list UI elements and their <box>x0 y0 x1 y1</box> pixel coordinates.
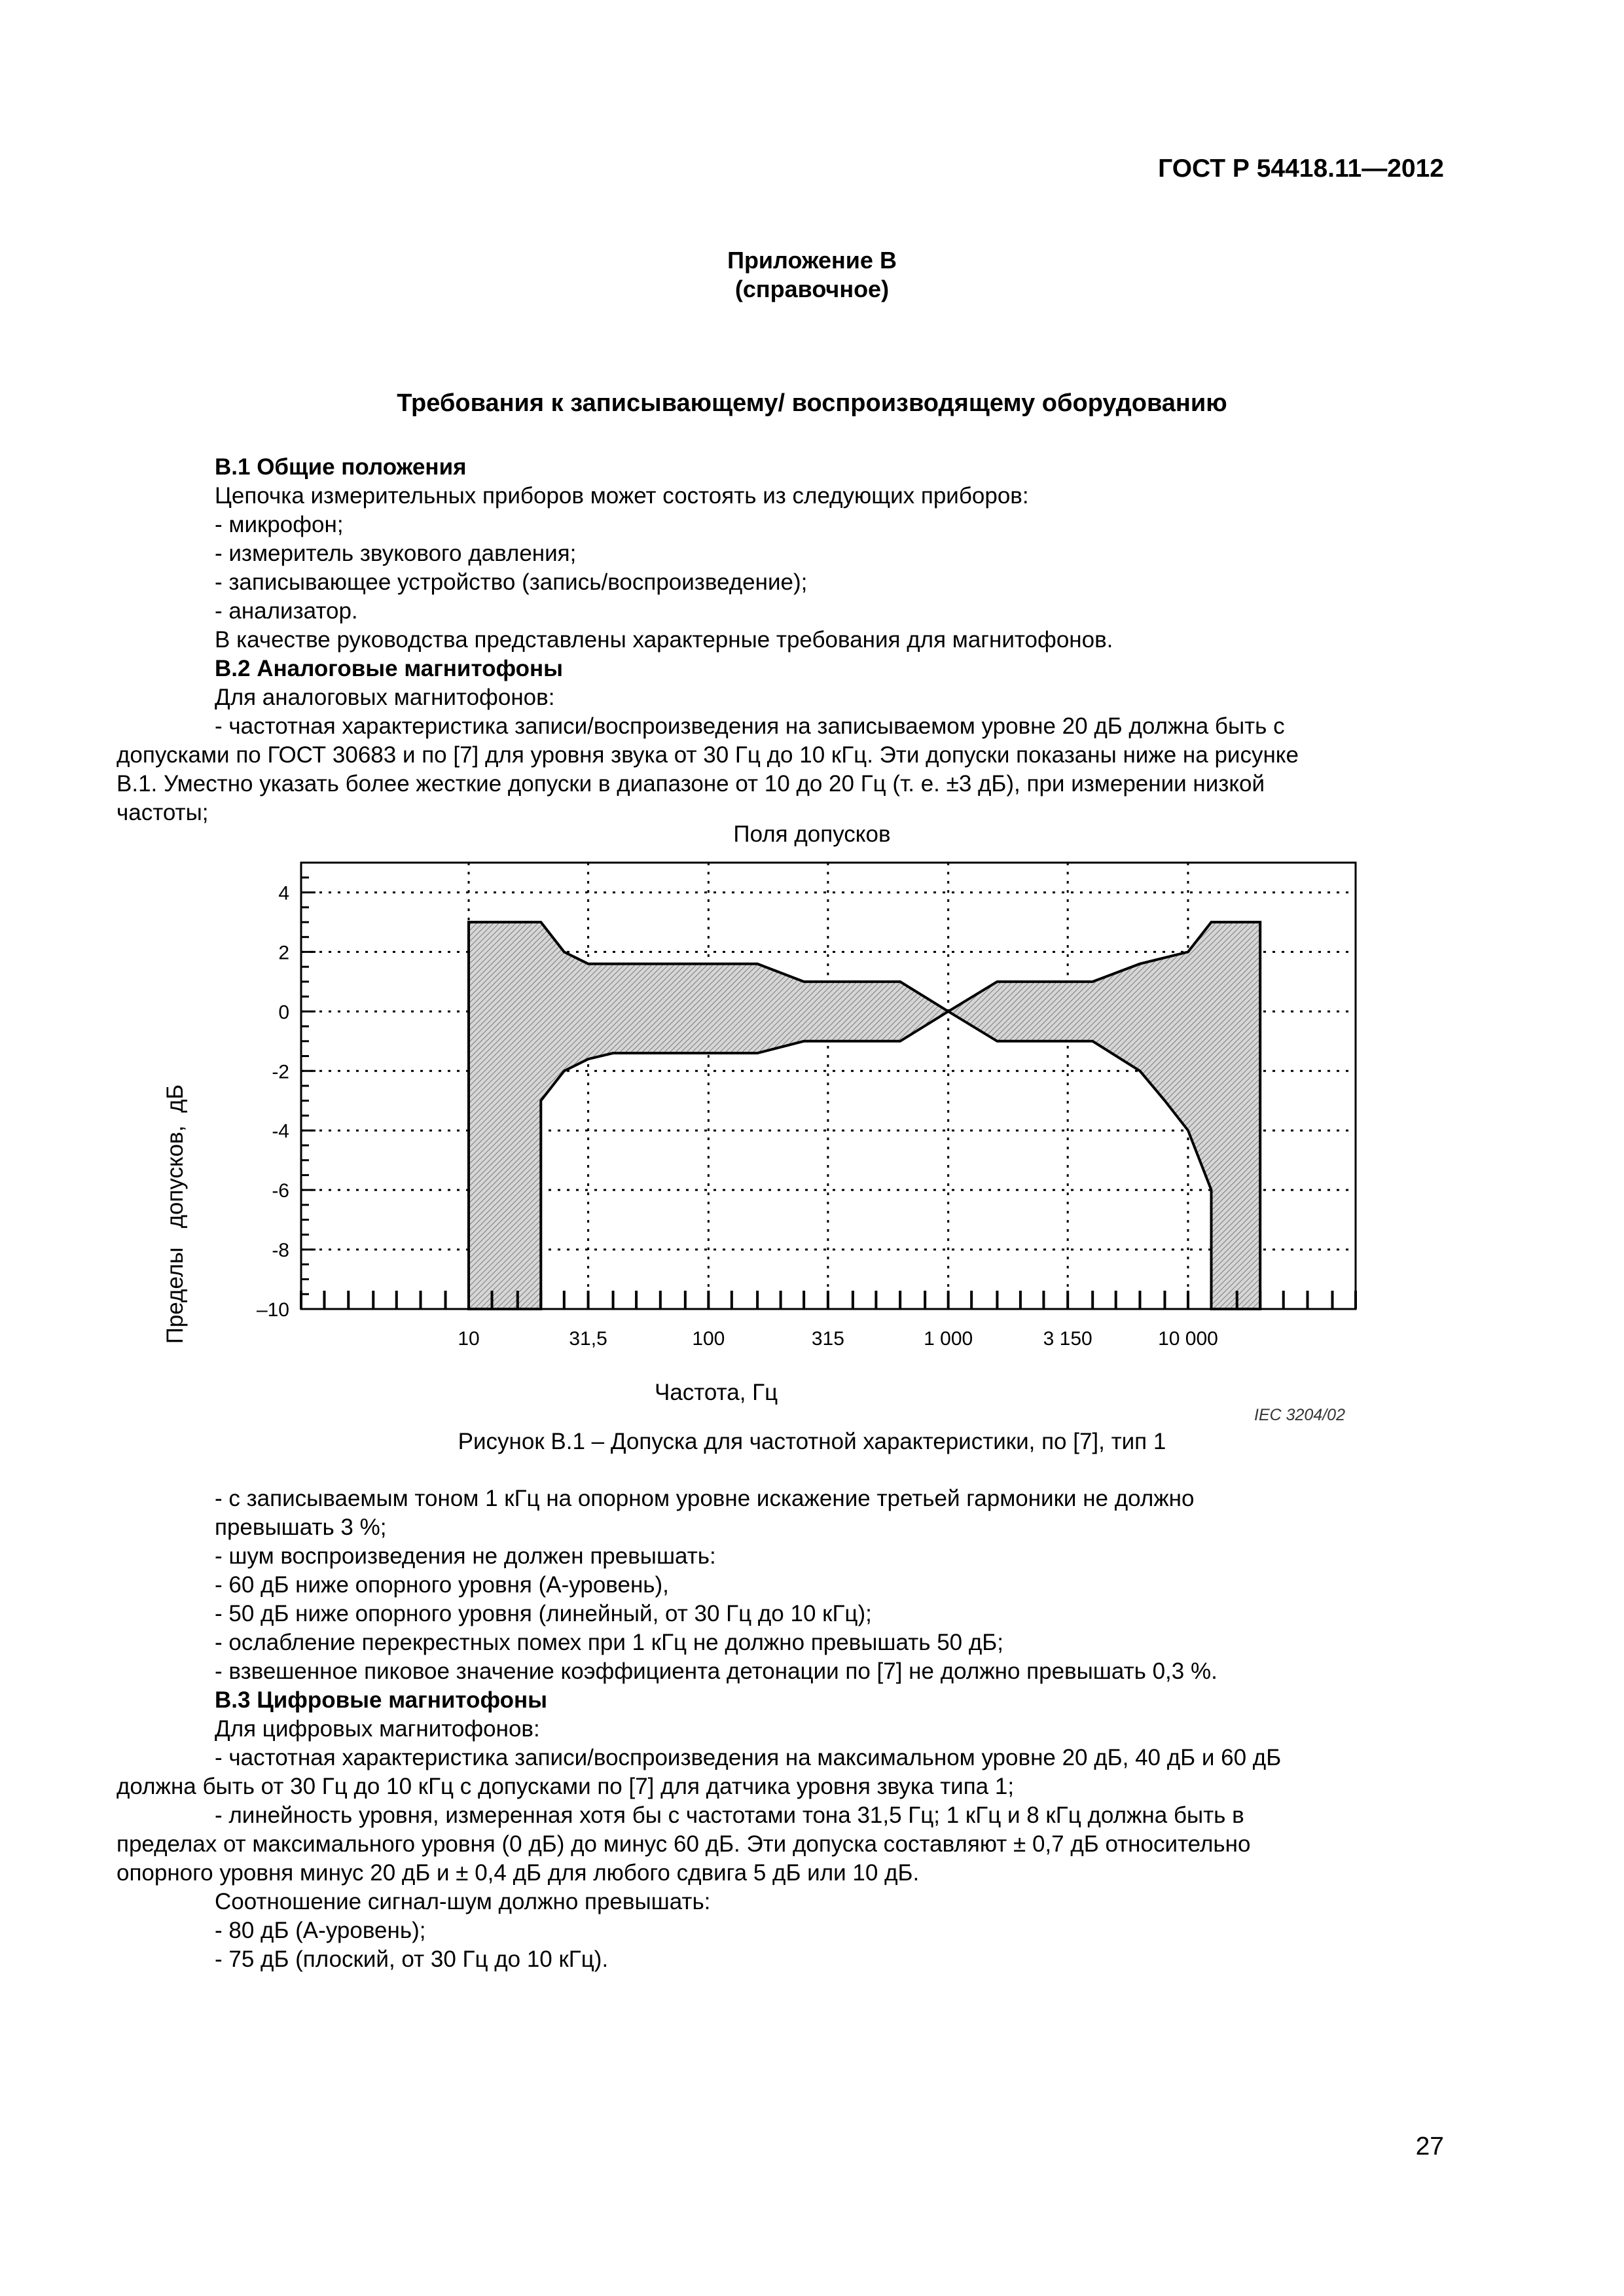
figure-caption: Рисунок В.1 – Допуска для частотной характеристики, по [7], тип 1 <box>458 1429 1166 1454</box>
annex-title: Приложение В <box>727 247 897 274</box>
section-heading-3: В.3 Цифровые магнитофоны <box>215 1687 548 1713</box>
y-tick-label: –10 <box>256 1299 289 1321</box>
list-item: - записывающее устройство (запись/воспроизведение); <box>215 569 808 595</box>
paragraph-line: частоты; <box>117 800 209 825</box>
paragraph-line: - взвешенное пиковое значение коэффициента детонации по [7] не должно превышать 0,3 %. <box>215 1659 1218 1684</box>
iec-watermark: IEC 3204/02 <box>1254 1406 1345 1424</box>
page-header-standard: ГОСТ Р 54418.11—2012 <box>1158 154 1444 183</box>
paragraph-line: опорного уровня минус 20 дБ и ± 0,4 дБ для любого сдвига 5 дБ или 10 дБ. <box>117 1860 920 1886</box>
document-title: Требования к записывающему/ воспроизводящему оборудованию <box>397 389 1227 417</box>
x-tick-label: 10 000 <box>1158 1328 1218 1350</box>
chart-title: Поля допусков <box>733 821 891 847</box>
paragraph-line: - частотная характеристика записи/воспроизведения на записываемом уровне 20 дБ должна быть с <box>215 713 1285 739</box>
y-axis-label: Пределы допусков, дБ <box>162 1084 188 1344</box>
paragraph-line: В.1. Уместно указать более жесткие допуски в диапазоне от 10 до 20 Гц (т. е. ±3 дБ), при измерении низкой <box>117 771 1265 797</box>
x-tick-label: 10 <box>458 1328 480 1350</box>
list-item: - микрофон; <box>215 512 344 537</box>
paragraph-line: пределах от максимального уровня (0 дБ) до минус 60 дБ. Эти допуска составляют ± 0,7 дБ относительно <box>117 1831 1251 1857</box>
paragraph-line: допусками по ГОСТ 30683 и по [7] для уровня звука от 30 Гц до 10 кГц. Эти допуски показаны ниже на рисунке <box>117 742 1299 768</box>
list-item: - 80 дБ (А-уровень); <box>215 1918 426 1943</box>
x-axis-label: Частота, Гц <box>655 1380 778 1405</box>
x-tick-label: 1 000 <box>924 1328 973 1350</box>
y-tick-label: -2 <box>272 1061 289 1083</box>
y-tick-label: 0 <box>278 1001 289 1024</box>
y-tick-label: -8 <box>272 1240 289 1262</box>
section-heading-2: В.2 Аналоговые магнитофоны <box>215 656 564 681</box>
y-tick-label: -4 <box>272 1121 289 1143</box>
paragraph-line: должна быть от 30 Гц до 10 кГц с допусками по [7] для датчика уровня звука типа 1; <box>117 1774 1015 1799</box>
section3-intro: Для цифровых магнитофонов: <box>215 1716 540 1742</box>
list-item: - анализатор. <box>215 598 358 624</box>
paragraph-line: - с записываемым тоном 1 кГц на опорном уровне искажение третьей гармоники не должно <box>215 1486 1195 1511</box>
paragraph-line: - линейность уровня, измеренная хотя бы с частотами тона 31,5 Гц; 1 кГц и 8 кГц должна быть в <box>215 1803 1244 1828</box>
paragraph-line: - 60 дБ ниже опорного уровня (А-уровень), <box>215 1572 669 1598</box>
section-heading-1: В.1 Общие положения <box>215 454 467 480</box>
page-number: 27 <box>1415 2132 1444 2161</box>
text-block-bottom <box>117 1484 1445 1974</box>
paragraph-line: превышать 3 %; <box>215 1515 387 1540</box>
list-item: - измеритель звукового давления; <box>215 541 577 566</box>
annex-subtitle: (справочное) <box>734 276 890 302</box>
x-tick-label: 3 150 <box>1043 1328 1092 1350</box>
section2-intro: Для аналоговых магнитофонов: <box>215 685 555 710</box>
snr-intro: Соотношение сигнал-шум должно превышать: <box>215 1889 711 1914</box>
x-tick-label: 315 <box>811 1328 844 1350</box>
y-tick-label: 4 <box>278 882 289 905</box>
paragraph-line: - частотная характеристика записи/воспроизведения на максимальном уровне 20 дБ, 40 дБ и 60 дБ <box>215 1745 1282 1770</box>
x-tick-label: 31,5 <box>569 1328 607 1350</box>
paragraph-line: - ослабление перекрестных помех при 1 кГц не должно превышать 50 дБ; <box>215 1630 1003 1655</box>
y-tick-label: 2 <box>278 942 289 964</box>
tolerance-band <box>469 922 1260 1309</box>
list-item: - 75 дБ (плоский, от 30 Гц до 10 кГц). <box>215 1946 609 1972</box>
paragraph-line: - шум воспроизведения не должен превышать: <box>215 1543 716 1569</box>
section1-intro: Цепочка измерительных приборов может состоять из следующих приборов: <box>215 483 1029 509</box>
section1-note: В качестве руководства представлены характерные требования для магнитофонов. <box>215 627 1113 653</box>
y-tick-label: -6 <box>272 1180 289 1202</box>
paragraph-line: - 50 дБ ниже опорного уровня (линейный, от 30 Гц до 10 кГц); <box>215 1601 872 1626</box>
x-tick-label: 100 <box>692 1328 725 1350</box>
